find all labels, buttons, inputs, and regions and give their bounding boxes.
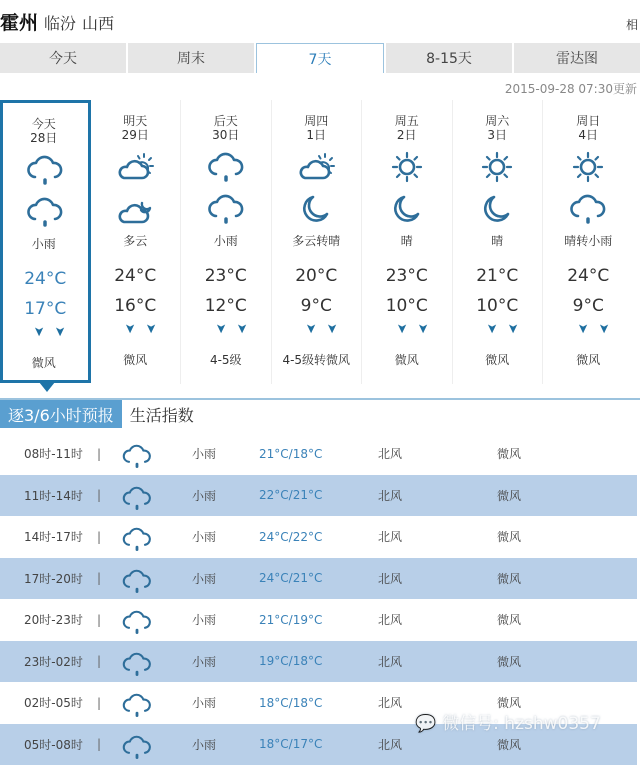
weather-desc: 晴 <box>453 232 543 249</box>
wind-direction-icon: ➤ ➤ <box>272 326 362 341</box>
day-label <box>362 114 452 142</box>
wechat-icon: 💬 <box>415 714 436 734</box>
weather-desc: 小雨 <box>192 487 216 504</box>
rain-icon <box>121 607 153 633</box>
day-name: 周五 <box>362 114 452 128</box>
day-name: 明天 <box>91 114 181 128</box>
hourly-row <box>0 599 637 641</box>
wind-direction-icon: ➤ ➤ <box>181 326 271 341</box>
location-title <box>0 8 114 36</box>
wind-level: 微风 <box>497 570 521 587</box>
wind-direction: 北风 <box>378 694 402 711</box>
time-range: 20时-23时 <box>24 611 83 628</box>
day-forecast[interactable] <box>453 100 544 384</box>
region-province[interactable]: 山西 <box>82 11 114 34</box>
weather-desc: 小雨 <box>192 570 216 587</box>
sun-icon <box>387 148 427 186</box>
wind-direction: 北风 <box>378 528 402 545</box>
day-label <box>0 117 88 145</box>
seven-day-forecast <box>0 100 640 384</box>
wind-level: 微风 <box>453 351 543 368</box>
weather-desc: 晴转小雨 <box>543 232 634 249</box>
day-label <box>453 114 543 142</box>
weather-desc: 小雨 <box>192 528 216 545</box>
day-name: 周四 <box>272 114 362 128</box>
separator: | <box>97 571 101 585</box>
separator: | <box>97 654 101 668</box>
wind-level: 微风 <box>497 694 521 711</box>
weather-desc: 小雨 <box>192 736 216 753</box>
high-temp: 21°C <box>453 266 543 286</box>
hourly-row <box>0 433 637 475</box>
low-temp: 10°C <box>453 296 543 316</box>
weather-desc: 小雨 <box>0 235 88 252</box>
day-forecast[interactable] <box>181 100 272 384</box>
day-name: 周六 <box>453 114 543 128</box>
temperature: 19°C/18°C <box>259 654 322 668</box>
time-range: 14时-17时 <box>24 528 83 545</box>
day-label <box>272 114 362 142</box>
rain-icon <box>121 441 153 467</box>
cloud-moon-icon <box>115 190 155 228</box>
low-temp: 9°C <box>272 296 362 316</box>
temperature: 18°C/17°C <box>259 737 322 751</box>
day-forecast[interactable] <box>91 100 182 384</box>
rain-icon <box>121 566 153 592</box>
low-temp: 9°C <box>543 296 634 316</box>
wind-direction-icon: ➤ ➤ <box>543 326 634 341</box>
wind-level: 微风 <box>543 351 634 368</box>
wind-level: 4-5级转微风 <box>272 351 362 368</box>
hourly-row <box>0 475 637 517</box>
temperature: 24°C/21°C <box>259 571 322 585</box>
time-range: 05时-08时 <box>24 736 83 753</box>
rain-icon <box>206 190 246 228</box>
temperature: 18°C/18°C <box>259 696 322 710</box>
temperature: 21°C/18°C <box>259 447 322 461</box>
day-date: 2日 <box>362 128 452 142</box>
rain-icon <box>121 649 153 675</box>
rain-icon <box>206 148 246 186</box>
separator: | <box>97 530 101 544</box>
forecast-tabs <box>0 43 640 73</box>
day-label <box>181 114 271 142</box>
temperature: 22°C/21°C <box>259 488 322 502</box>
time-range: 17时-20时 <box>24 570 83 587</box>
section-tab-0[interactable]: 逐3/6小时预报 <box>0 400 122 428</box>
weather-desc: 小雨 <box>192 611 216 628</box>
rain-icon <box>121 690 153 716</box>
day-date: 28日 <box>0 131 88 145</box>
temperature: 21°C/19°C <box>259 613 322 627</box>
day-forecast[interactable] <box>272 100 363 384</box>
wind-level: 微风 <box>497 653 521 670</box>
wind-direction: 北风 <box>378 653 402 670</box>
wind-level: 微风 <box>497 736 521 753</box>
high-temp: 20°C <box>272 266 362 286</box>
sun-icon <box>477 148 517 186</box>
rain-icon <box>25 193 65 231</box>
wind-level: 微风 <box>362 351 452 368</box>
separator: | <box>97 488 101 502</box>
moon-icon <box>477 190 517 228</box>
section-tab-1[interactable]: 生活指数 <box>122 400 202 428</box>
high-temp: 24°C <box>91 266 181 286</box>
wind-direction-icon: ➤ ➤ <box>91 326 181 341</box>
rain-icon <box>121 732 153 758</box>
partly-cloudy-icon <box>296 148 336 186</box>
moon-icon <box>387 190 427 228</box>
day-date: 1日 <box>272 128 362 142</box>
high-temp: 23°C <box>181 266 271 286</box>
weather-desc: 多云 <box>91 232 181 249</box>
time-range: 11时-14时 <box>24 487 83 504</box>
rain-icon <box>568 190 608 228</box>
wind-level: 微风 <box>0 354 88 371</box>
separator: | <box>97 696 101 710</box>
wind-level: 微风 <box>497 611 521 628</box>
corner-link[interactable]: 相 <box>626 16 638 33</box>
time-range: 02时-05时 <box>24 694 83 711</box>
time-range: 08时-11时 <box>24 445 83 462</box>
wind-level: 微风 <box>497 528 521 545</box>
moon-icon <box>296 190 336 228</box>
wind-direction: 北风 <box>378 611 402 628</box>
wind-direction: 北风 <box>378 487 402 504</box>
region-city[interactable]: 临汾 <box>44 11 76 34</box>
watermark-text: 微信号: hzshw0357 <box>442 714 601 734</box>
partly-cloudy-icon <box>115 148 155 186</box>
wind-direction-icon: ➤ ➤ <box>362 326 452 341</box>
day-name: 后天 <box>181 114 271 128</box>
hourly-row <box>0 558 637 600</box>
wind-level: 微风 <box>497 487 521 504</box>
hourly-row <box>0 641 637 683</box>
day-date: 4日 <box>543 128 634 142</box>
rain-icon <box>25 151 65 189</box>
update-time: 2015-09-28 07:30更新 <box>505 80 637 97</box>
weather-desc: 多云转晴 <box>272 232 362 249</box>
day-name: 今天 <box>0 117 88 131</box>
wind-level: 微风 <box>91 351 181 368</box>
wind-direction-icon: ➤ ➤ <box>0 329 88 344</box>
weather-desc: 小雨 <box>181 232 271 249</box>
wind-direction: 北风 <box>378 736 402 753</box>
day-name: 周日 <box>543 114 634 128</box>
sun-icon <box>568 148 608 186</box>
weather-desc: 小雨 <box>192 694 216 711</box>
tab-4[interactable]: 雷达图 <box>514 43 640 73</box>
separator: | <box>97 737 101 751</box>
watermark <box>415 714 601 734</box>
hourly-row <box>0 516 637 558</box>
separator: | <box>97 447 101 461</box>
time-range: 23时-02时 <box>24 653 83 670</box>
high-temp: 24°C <box>543 266 634 286</box>
day-forecast[interactable] <box>0 100 91 383</box>
city-name: 霍州 <box>0 8 38 35</box>
tab-1[interactable]: 周末 <box>128 43 254 73</box>
separator: | <box>97 613 101 627</box>
tab-0[interactable]: 今天 <box>0 43 126 73</box>
day-forecast[interactable] <box>362 100 453 384</box>
low-temp: 10°C <box>362 296 452 316</box>
day-date: 3日 <box>453 128 543 142</box>
tab-2[interactable]: 7天 <box>256 43 384 73</box>
tab-3[interactable]: 8-15天 <box>386 43 512 73</box>
high-temp: 23°C <box>362 266 452 286</box>
wind-level: 微风 <box>497 445 521 462</box>
weather-desc: 晴 <box>362 232 452 249</box>
rain-icon <box>121 524 153 550</box>
day-date: 30日 <box>181 128 271 142</box>
weather-desc: 小雨 <box>192 653 216 670</box>
day-label <box>543 114 634 142</box>
high-temp: 24°C <box>3 269 88 289</box>
weather-desc: 小雨 <box>192 445 216 462</box>
day-forecast[interactable] <box>543 100 634 384</box>
wind-level: 4-5级 <box>181 351 271 368</box>
low-temp: 16°C <box>91 296 181 316</box>
temperature: 24°C/22°C <box>259 530 322 544</box>
day-label <box>91 114 181 142</box>
day-date: 29日 <box>91 128 181 142</box>
rain-icon <box>121 483 153 509</box>
wind-direction: 北风 <box>378 570 402 587</box>
low-temp: 12°C <box>181 296 271 316</box>
wind-direction-icon: ➤ ➤ <box>453 326 543 341</box>
low-temp: 17°C <box>3 299 88 319</box>
section-tabs <box>0 400 202 428</box>
wind-direction: 北风 <box>378 445 402 462</box>
